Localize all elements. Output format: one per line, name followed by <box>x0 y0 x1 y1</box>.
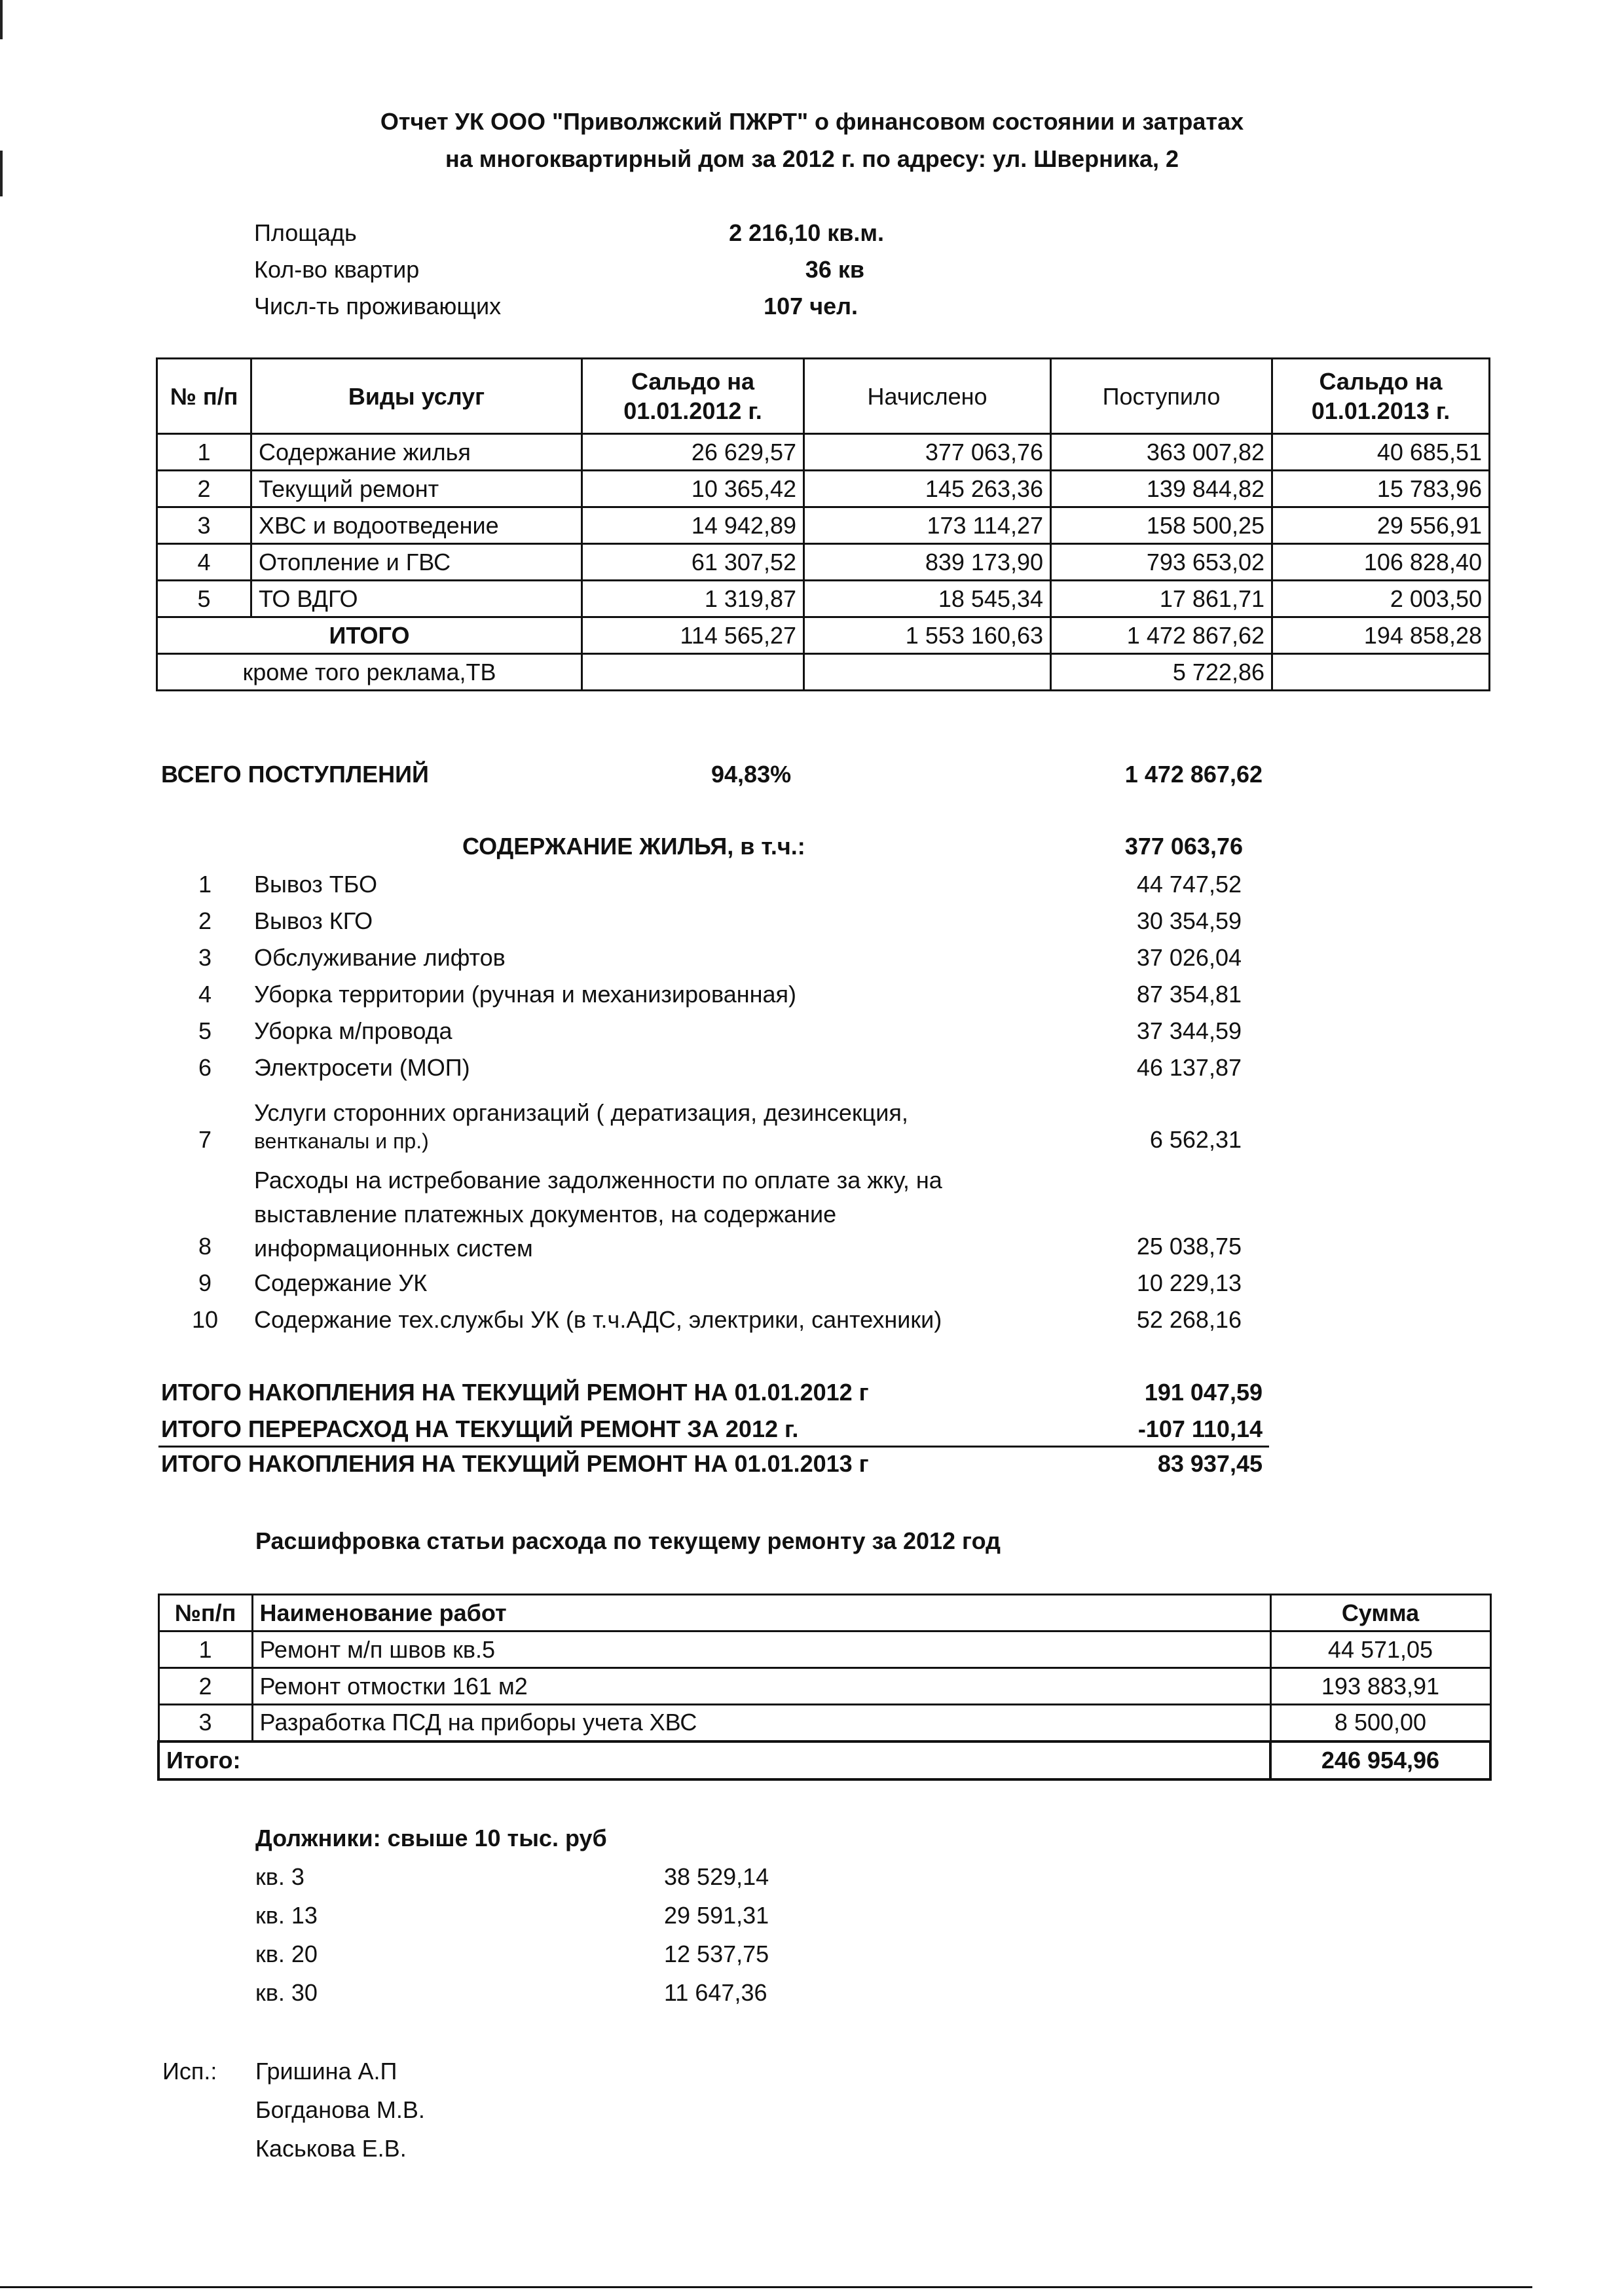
info-residents-value: 107 чел. <box>764 293 858 319</box>
row-service: ХВС и водоотведение <box>251 507 582 544</box>
row-saldo-start: 10 365,42 <box>582 471 804 507</box>
table-row <box>157 471 1490 507</box>
services-total-charged: 1 553 160,63 <box>804 617 1051 654</box>
list-item-label-line1: Услуги сторонних организаций ( дератизация, дезинсекция, <box>254 1099 908 1126</box>
repairs-row-no: 1 <box>158 1631 252 1668</box>
debtor-apartment: кв. 13 <box>255 1902 318 1929</box>
services-total-saldo-start: 114 565,27 <box>582 617 804 654</box>
row-service: Отопление и ГВС <box>251 544 582 581</box>
maintenance-total: 377 063,76 <box>1124 833 1243 860</box>
table-row <box>158 1631 1490 1668</box>
row-received: 158 500,25 <box>1051 507 1272 544</box>
debtor-amount: 12 537,75 <box>664 1941 769 1967</box>
row-no: 5 <box>157 581 251 617</box>
row-service: Содержание жилья <box>251 434 582 471</box>
row-saldo-end: 40 685,51 <box>1272 434 1490 471</box>
list-item-label: Уборка территории (ручная и механизированная) <box>254 981 797 1008</box>
row-saldo-start: 1 319,87 <box>582 581 804 617</box>
table-row <box>157 581 1490 617</box>
report-title-line1: Отчет УК ООО "Приволжский ПЖРТ" о финансовом состоянии и затратах <box>380 108 1244 135</box>
row-charged: 145 263,36 <box>804 471 1051 507</box>
repair-accumulation-2013-value: 83 937,45 <box>1157 1450 1263 1477</box>
table-row <box>157 507 1490 544</box>
row-received: 363 007,82 <box>1051 434 1272 471</box>
debtor-amount: 11 647,36 <box>664 1979 767 2006</box>
list-item-no: 5 <box>198 1017 212 1044</box>
list-item-label: Содержание УК <box>254 1269 428 1296</box>
list-item-no: 6 <box>198 1054 212 1081</box>
services-header-row <box>157 359 1490 434</box>
repairs-row-no: 2 <box>158 1668 252 1705</box>
row-no: 3 <box>157 507 251 544</box>
maintenance-heading: СОДЕРЖАНИЕ ЖИЛЬЯ, в т.ч.: <box>462 833 805 860</box>
row-saldo-end: 15 783,96 <box>1272 471 1490 507</box>
debtor-amount: 29 591,31 <box>664 1902 769 1929</box>
row-no: 1 <box>157 434 251 471</box>
list-item-label: Содержание тех.службы УК (в т.ч.АДС, электрики, сантехники) <box>254 1306 942 1333</box>
table-row <box>158 1668 1490 1705</box>
services-total-row <box>157 617 1490 654</box>
scan-bottom-line <box>0 2286 1532 2288</box>
list-item-value: 37 344,59 <box>1136 1017 1242 1044</box>
row-saldo-end: 106 828,40 <box>1272 544 1490 581</box>
extra-empty-cell <box>804 654 1051 691</box>
list-item-value: 37 026,04 <box>1136 944 1242 971</box>
services-total-label: ИТОГО <box>157 617 582 654</box>
table-row <box>158 1705 1490 1741</box>
header-no: № п/п <box>157 359 251 434</box>
list-item-label-line2: вентканалы и пр.) <box>254 1129 429 1153</box>
info-area-value: 2 216,10 кв.м. <box>729 219 884 246</box>
list-item-value: 6 562,31 <box>1149 1126 1242 1153</box>
row-charged: 18 545,34 <box>804 581 1051 617</box>
repairs-row-name: Разработка ПСД на приборы учета ХВС <box>252 1705 1270 1741</box>
list-item-value: 46 137,87 <box>1136 1054 1242 1081</box>
debtor-apartment: кв. 20 <box>255 1941 318 1967</box>
header-saldo-start <box>582 359 804 434</box>
row-saldo-end: 29 556,91 <box>1272 507 1490 544</box>
header-saldo-start-line1: Сальдо на <box>631 368 755 395</box>
list-item-no: 8 <box>198 1233 212 1260</box>
list-item-value: 44 747,52 <box>1136 871 1242 898</box>
list-item-no: 2 <box>198 907 212 934</box>
repairs-row-sum: 193 883,91 <box>1270 1668 1490 1705</box>
list-item-label-line3: информационных систем <box>254 1235 533 1262</box>
list-item-no: 9 <box>198 1269 212 1296</box>
row-charged: 377 063,76 <box>804 434 1051 471</box>
header-service: Виды услуг <box>251 359 582 434</box>
extra-received: 5 722,86 <box>1051 654 1272 691</box>
total-receipts-label: ВСЕГО ПОСТУПЛЕНИЙ <box>161 761 429 788</box>
list-item-label-line2: выставление платежных документов, на содержание <box>254 1201 837 1228</box>
repairs-row-sum: 8 500,00 <box>1270 1705 1490 1741</box>
extra-empty-cell <box>1272 654 1490 691</box>
header-saldo-start-line2: 01.01.2012 г. <box>623 397 762 424</box>
repair-accumulation-2012-value: 191 047,59 <box>1144 1379 1263 1406</box>
repair-accumulation-2013-label: ИТОГО НАКОПЛЕНИЯ НА ТЕКУЩИЙ РЕМОНТ НА 01.01.2013 г <box>161 1450 869 1477</box>
table-row <box>157 544 1490 581</box>
row-service: Текущий ремонт <box>251 471 582 507</box>
list-item-no: 10 <box>191 1306 219 1333</box>
repairs-row-sum: 44 571,05 <box>1270 1631 1490 1668</box>
services-total-received: 1 472 867,62 <box>1051 617 1272 654</box>
row-saldo-end: 2 003,50 <box>1272 581 1490 617</box>
list-item-no: 3 <box>198 944 212 971</box>
repair-accumulation-2012-label: ИТОГО НАКОПЛЕНИЯ НА ТЕКУЩИЙ РЕМОНТ НА 01.01.2012 г <box>161 1379 869 1406</box>
executor-name: Гришина А.П <box>255 2058 397 2085</box>
row-no: 2 <box>157 471 251 507</box>
info-residents-label: Числ-ть проживающих <box>254 293 502 319</box>
executors-label: Исп.: <box>162 2058 217 2085</box>
debtor-amount: 38 529,14 <box>664 1863 769 1890</box>
executor-name: Богданова М.В. <box>255 2096 425 2123</box>
repairs-header-name: Наименование работ <box>252 1595 1270 1631</box>
row-no: 4 <box>157 544 251 581</box>
list-item-no: 1 <box>198 871 212 898</box>
executor-name: Каськова Е.В. <box>255 2135 407 2162</box>
header-received: Поступило <box>1051 359 1272 434</box>
list-item-label: Электросети (МОП) <box>254 1054 470 1081</box>
repairs-table <box>157 1594 1492 1781</box>
header-charged: Начислено <box>804 359 1051 434</box>
header-saldo-end <box>1272 359 1490 434</box>
repair-overspend-2012-label: ИТОГО ПЕРЕРАСХОД НА ТЕКУЩИЙ РЕМОНТ ЗА 2012 г. <box>161 1415 799 1442</box>
extra-label: кроме того реклама,ТВ <box>157 654 582 691</box>
list-item-no: 7 <box>198 1126 212 1153</box>
repairs-row-name: Ремонт м/п швов кв.5 <box>252 1631 1270 1668</box>
repairs-heading: Расшифровка статьи расхода по текущему ремонту за 2012 год <box>255 1527 1001 1554</box>
list-item-value: 10 229,13 <box>1136 1269 1242 1296</box>
list-item-label: Уборка м/провода <box>254 1017 452 1044</box>
list-item-label: Вывоз ТБО <box>254 871 377 898</box>
list-item-value: 52 268,16 <box>1136 1306 1242 1333</box>
list-item-label-line1: Расходы на истребование задолженности по оплате за жку, на <box>254 1167 942 1194</box>
row-charged: 839 173,90 <box>804 544 1051 581</box>
list-item-no: 4 <box>198 981 212 1008</box>
list-item-label: Вывоз КГО <box>254 907 373 934</box>
row-received: 139 844,82 <box>1051 471 1272 507</box>
debtors-heading: Должники: свыше 10 тыс. руб <box>255 1825 607 1851</box>
row-service: ТО ВДГО <box>251 581 582 617</box>
row-saldo-start: 14 942,89 <box>582 507 804 544</box>
header-saldo-end-line1: Сальдо на <box>1319 368 1443 395</box>
services-extra-row <box>157 654 1490 691</box>
row-saldo-start: 61 307,52 <box>582 544 804 581</box>
repairs-header-sum: Сумма <box>1270 1595 1490 1631</box>
info-area-label: Площадь <box>254 219 357 246</box>
info-apartments-value: 36 кв <box>805 256 864 283</box>
list-item-label: Обслуживание лифтов <box>254 944 506 971</box>
repairs-row-name: Ремонт отмостки 161 м2 <box>252 1668 1270 1705</box>
scan-edge-mark-top <box>0 0 3 39</box>
total-receipts-value: 1 472 867,62 <box>1124 761 1263 788</box>
repairs-total-sum: 246 954,96 <box>1270 1741 1490 1779</box>
debtor-apartment: кв. 3 <box>255 1863 304 1890</box>
services-total-saldo-end: 194 858,28 <box>1272 617 1490 654</box>
repairs-header-no: №п/п <box>158 1595 252 1631</box>
debtor-apartment: кв. 30 <box>255 1979 318 2006</box>
list-item-value: 87 354,81 <box>1136 981 1242 1008</box>
info-apartments-label: Кол-во квартир <box>254 256 420 283</box>
repairs-row-no: 3 <box>158 1705 252 1741</box>
list-item-value: 30 354,59 <box>1136 907 1242 934</box>
header-saldo-end-line2: 01.01.2013 г. <box>1311 397 1450 424</box>
row-saldo-start: 26 629,57 <box>582 434 804 471</box>
list-item-value: 25 038,75 <box>1136 1233 1242 1260</box>
report-title-line2: на многоквартирный дом за 2012 г. по адресу: ул. Шверника, 2 <box>445 145 1179 172</box>
repairs-total-label: Итого: <box>158 1741 1270 1779</box>
row-charged: 173 114,27 <box>804 507 1051 544</box>
repair-overspend-2012-value: -107 110,14 <box>1137 1415 1263 1442</box>
table-row <box>157 434 1490 471</box>
row-received: 17 861,71 <box>1051 581 1272 617</box>
repairs-total-row <box>158 1741 1490 1779</box>
repair-totals-divider <box>158 1446 1269 1448</box>
services-table <box>156 357 1490 691</box>
row-received: 793 653,02 <box>1051 544 1272 581</box>
extra-empty-cell <box>582 654 804 691</box>
repairs-header-row <box>158 1595 1490 1631</box>
total-receipts-percent: 94,83% <box>711 761 792 788</box>
